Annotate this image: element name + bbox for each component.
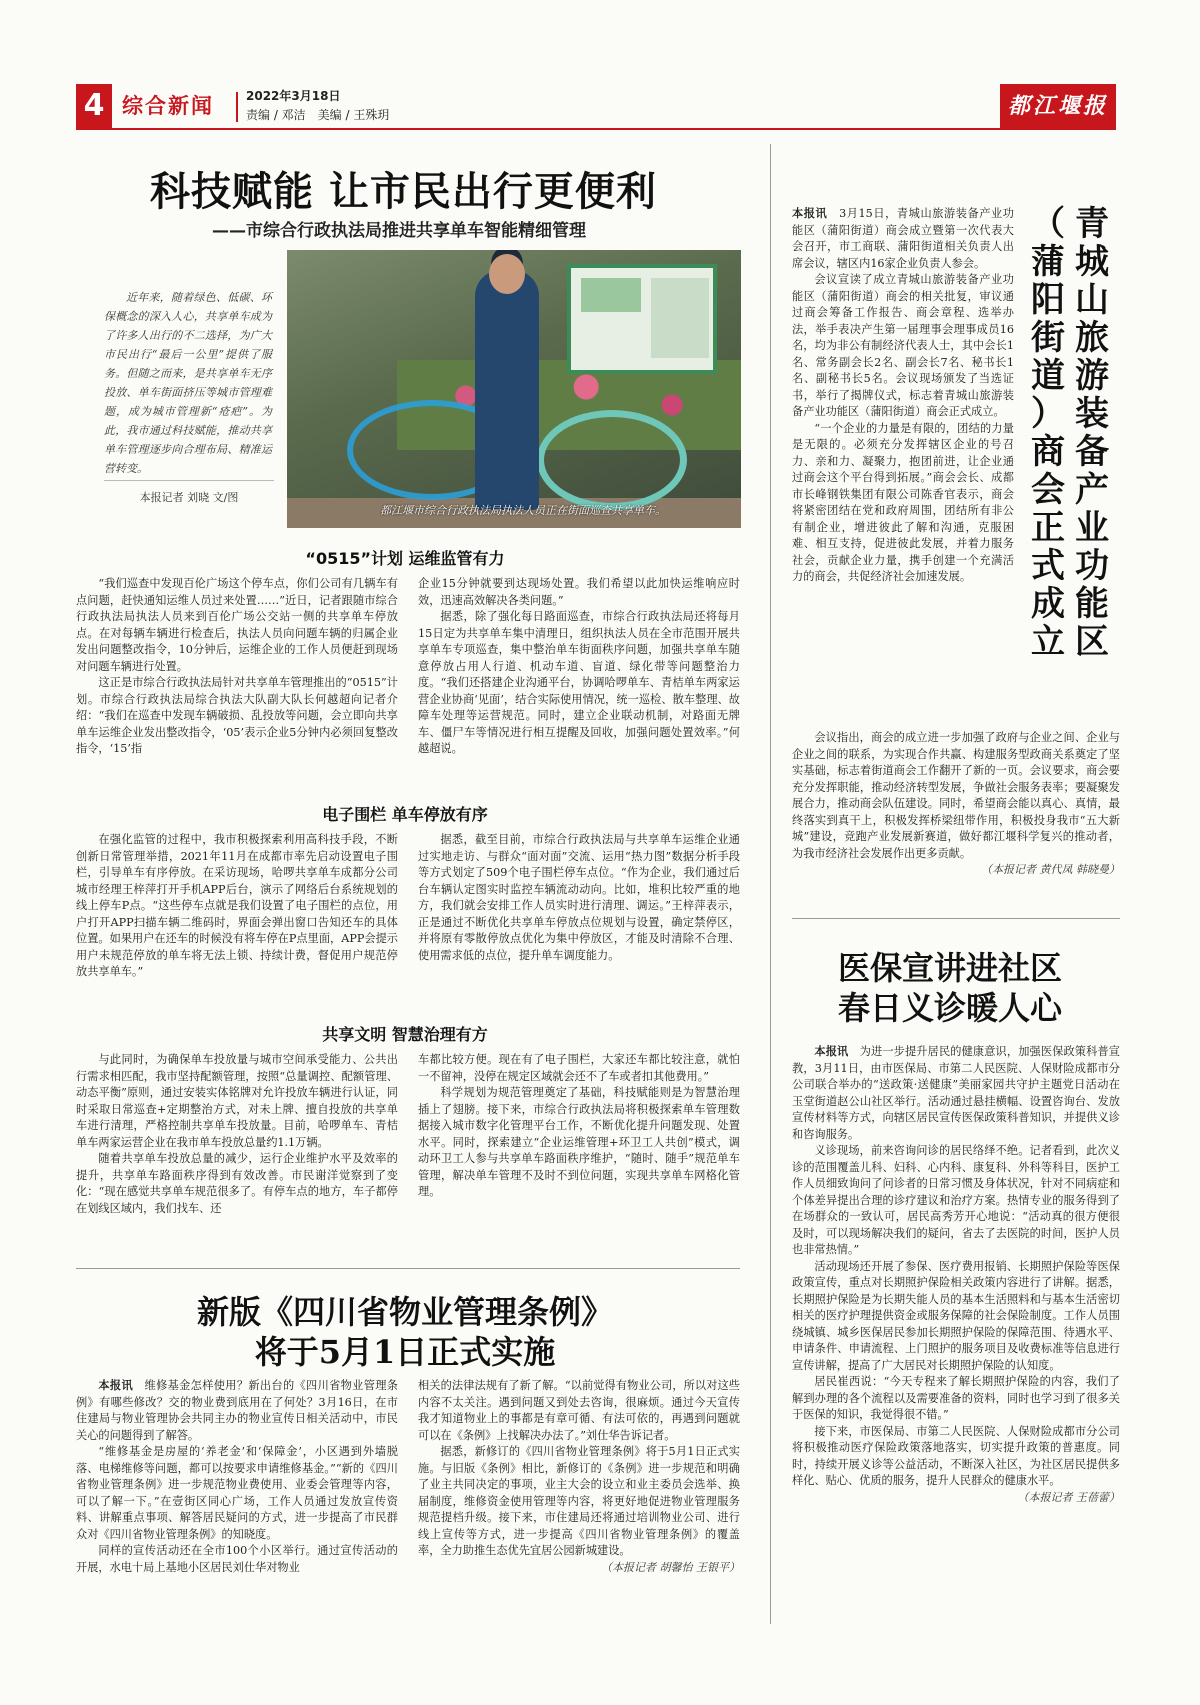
title-line-2: （ 蒲 阳 街 道 ） 商 会 正 式 成 立 <box>1031 204 1065 662</box>
section-2-col-1: 在强化监管的过程中，我市积极探索利用高科技手段，不断创新日常管理举措，2021年11月在成都市率先启动设置电子围栏，引导单车有序停放。在采访现场，哈啰共享单车成都分公司城市经理王梓萍打开手机APP后台，演示了网络后台系统规划的线上停车P点。“这些停车点就是我们设置了电子围栏的点位，用户打开APP扫描车辆二维码时，界面会弹出窗口告知还车的具体位置。如果用户在还车的时候没有将车停在P点里面，APP会提示用户未规范停放的单车将无法上锁、持续计费，督促用户规范停放共享单车。” <box>76 833 398 978</box>
title-line-1: 青 城 山 旅 游 装 备 产 业 功 能 区 <box>1075 204 1109 662</box>
bottom-article-credit: （本报记者 胡馨怡 王银平） <box>601 1560 740 1574</box>
header-divider <box>236 92 238 122</box>
right-top-article-body: 本报讯 3月15日，青城山旅游装备产业功能区（蒲阳街道）商会成立暨第一次代表大会召开，市工商联、蒲阳街道相关负责人出席会议，辖区内16家企业负责人参会。 会议宣读了成立青城山旅游装备产业功能区（蒲阳街道）商会的相关批复，审议通过商会筹备工作报告、商会章程、选举办法，举手表决产生第一届理事会理事成员16名，均为非公有制经济代表人士，其中会长1名、常务副会长2名、副会长7名、秘书长1名、副秘书长5名。会议现场颁发了当选证书，举行了揭牌仪式，标志着青城山旅游装备产业功能区（蒲阳街道）商会正式成立。 “一个企业的力量是有限的，团结的力量是无限的。必须充分发挥辖区企业的号召力、亲和力、凝聚力，抱团前进，让企业通过商会这个平台得到拓展。”商会会长、成都市长峰钢铁集团有限公司陈香官表示，商会将紧密团结在党和政府周围，团结所有非公有制企业，增进彼此了解和沟通，克服困难、相互支持，促进彼此发展，并着力服务社会，贡献企业力量，携手创建一个充满活力的商会，共促经济社会加速发展。 <box>792 207 1014 583</box>
masthead <box>76 84 1116 130</box>
article-divider <box>792 918 1120 919</box>
photo-caption: 都江堰市综合行政执法局执法人员正在街面巡查共享单车。 <box>380 504 666 517</box>
article-divider <box>76 1268 740 1269</box>
section-1-col-2: 企业15分钟就要到达现场处置。我们希望以此加快运维响应时效，迅速高效解决各类问题。” 据悉，除了强化每日路面巡查，市综合行政执法局还将每月15日定为共享单车集中清理日，组织执法人员在全市范围开展共享单车专项巡查，集中整治单车街面秩序问题，加强共享单车随意停放占用人行道、机动车道、盲道、绿化带等问题整治力度。“我们还搭建企业沟通平台，协调哈啰单车、青桔单车两家运营企业协商‘见面’，结合实际使用情况，统一巡检、散车整理、故障车处理等运营规范。同时，建立企业联动机制，对路面无牌车、僵尸车等情况进行相互提醒及回收，加强问题处置效率。”何越超说。 <box>418 577 740 755</box>
newspaper-logo: 都江堰报 <box>1000 84 1116 128</box>
right-top-article-title <box>1068 205 1116 661</box>
right-mid-article-title: 医保宣讲进社区 春日义诊暖人心 <box>837 949 1062 1027</box>
section-heading: “0515”计划 运维监管有力 <box>305 549 505 568</box>
main-article-intro: 近年来，随着绿色、低碳、环保概念的深入人心，共享单车成为了许多人出行的不二选择，为广大市民出行“最后一公里”提供了服务。但随之而来，是共享单车无序投放、单车街面挤压等城市管理难题，成为城市管理新“疮疤”。为此，我市通过科技赋能，推动共享单车管理逐步向合理布局、精准运营转变。 <box>104 291 272 475</box>
main-article-title: 科技赋能 让市民出行更便利 <box>150 168 657 215</box>
right-mid-article-credit: （本报记者 王蓓蕾） <box>1017 1490 1120 1504</box>
bottom-article-col-2: 相关的法律法规有了新了解。“以前觉得有物业公司，所以对这些内容不太关注。遇到问题又到处去咨询，很麻烦。通过今天宣传我才知道物业上的事都是有章可循、有法可依的，再遇到问题就可以在《条例》上找解决办法了。”刘仕华告诉记者。 据悉，新修订的《四川省物业管理条例》将于5月1日正式实施。与旧版《条例》相比，新修订的《条例》进一步规范和明确了业主共同决定的事项，业主大会的设立和业主委员会选举、换届制度，维修资金使用管理等内容，将更好地促进物业管理服务规范提档升级。接下来，市住建局还将通过培训物业公司、进行线上宣传等方式，进一步提高《四川省物业管理条例》的覆盖率，全力助推生态优先宜居公园新城建设。 （本报记者 胡馨怡 王银平） <box>418 1378 740 1576</box>
right-top-article-title-2 <box>1024 205 1072 661</box>
main-article-photo <box>287 250 741 528</box>
section-heading: 电子围栏 单车停放有序 <box>322 805 488 824</box>
right-top-article-body-2: 会议指出，商会的成立进一步加强了政府与企业之间、企业与企业之间的联系，为实现合作共赢、构建服务型政商关系奠定了坚实基础，标志着街道商会工作翻开了新的一页。会议要求，商会要充分发挥职能，推动经济转型发展，争做社会服务表率；要凝聚发展合力，推动商会队伍建设。同时，希望商会能以真心、真情，最终落实到真干上，积极发挥桥梁纽带作用，积极投身我市“五大新城”建设，竞跑产业发展新赛道，做好都江堰科学复兴的推动者，为我市经济社会发展作出更多贡献。 （本报记者 黄代凤 韩晓曼） <box>792 730 1120 879</box>
column-divider <box>770 144 771 1624</box>
section-2-col-2: 据悉，截至目前，市综合行政执法局与共享单车运维企业通过实地走访、与群众“面对面”交流、运用“热力图”数据分析手段等方式划定了509个电子围栏停车点位。“作为企业，我们通过后台车辆认定图实时监控车辆流动动向。比如，堆积比较严重的地方，我们就会安排工作人员实时进行清理、调运。”王梓萍表示，正是通过不断优化共享单车停放点位规划与设置，确定禁停区，并将原有零散停放点优化为集中停放区，才能及时清除不合理、使用需求低的点位，提升单车调度能力。 <box>418 833 740 962</box>
main-article-byline: 本报记者 刘晓 文/图 <box>104 480 274 512</box>
main-article-subtitle: ——市综合行政执法局推进共享单车智能精细管理 <box>212 221 586 241</box>
editors-credit: 责编 / 邓洁 美编 / 王殊玥 <box>246 108 390 122</box>
section-3-col-2: 车都比较方便。现在有了电子围栏，大家还车都比较注意，就怕一不留神，没停在规定区域就会还不了车或者扣其他费用。” 科学规划为规范管理奠定了基础，科技赋能则是为智慧治理插上了翅膀。接下来，市综合行政执法局将积极探索单车管理数据接入城市数字化管理平台工作，不断优化提升问题发现、处置水平。同时，探索建立“企业运维管理+环卫工人共创”模式，调动环卫工人参与共享单车路面秩序维护，“随时、随手”规范单车管理，解决单车管理不及时不到位问题，实现共享单车网格化管理。 <box>418 1053 740 1198</box>
right-top-article-credit: （本报记者 黄代凤 韩晓曼） <box>981 863 1120 876</box>
issue-date: 2022年3月18日 <box>246 89 341 103</box>
bottom-article-title: 新版《四川省物业管理条例》 将于5月1日正式实施 <box>196 1293 613 1371</box>
section-1-col-1: “我们巡查中发现百伦广场这个停车点，你们公司有几辆车有点问题，赶快通知运维人员过来处置……”近日，记者跟随市综合行政执法局执法人员来到百伦广场公交站一侧的共享单车停放点。在对每辆车辆进行检查后，执法人员向问题车辆的归属企业发出问题整改指令，10分钟后，运维企业的工作人员便赶到现场对问题车辆进行处置。 这正是市综合行政执法局针对共享单车管理推出的“0515”计划。市综合行政执法局综合执法大队副大队长何越超向记者介绍：“我们在巡查中发现车辆破损、乱投放等问题，会立即向共享单车运维企业发出整改指令，‘05’表示企业5分钟内必须回复整改指令，‘15’指 <box>76 577 398 755</box>
bottom-article-col-1: 本报讯 维修基金怎样使用？新出台的《四川省物业管理条例》有哪些修改？交的物业费到底用在了何处？3月16日，在市住建局与物业管理协会共同主办的物业宣传日相关活动中，市民关心的问题得到了解答。 “维修基金是房屋的‘养老金’和‘保障金’，小区遇到外墙脱落、电梯维修等问题，都可以按要求申请维修基金。”“新的《四川省物业管理条例》进一步规范物业费使用、业委会管理等内容，可以了解一下。”在壹街区同心广场，工作人员通过发放宣传资料、讲解重点事项、解答居民疑问的方式，进一步提高了市民群众对《四川省物业管理条例》的知晓度。 同样的宣传活动还在全市100个小区举行。通过宣传活动的开展，水电十局上基地小区居民刘仕华对物业 <box>76 1379 398 1574</box>
section-name: 综合新闻 <box>122 94 214 118</box>
page-number: 4 <box>76 84 112 128</box>
section-3-col-1: 与此同时，为确保单车投放量与城市空间承受能力、公共出行需求相匹配，我市坚持配额管理，按照“总量调控、配额管理、动态平衡”原则，通过安装实体铭牌对允许投放车辆进行认证，同时采取日常巡查+定期整治方式，对未上牌、擅自投放的共享单车进行清理，严格控制共享单车投放量。目前，哈啰单车、青桔单车两家运营企业在我市单车投放总量约1.1万辆。 随着共享单车投放总量的减少，运行企业维护水平及效率的提升，共享单车路面秩序得到有效改善。市民谢洋觉察到了变化：“现在感觉共享单车规范很多了。有停车点的地方，车子都停在划线区域内，我们找车、还 <box>76 1053 398 1215</box>
right-mid-article-body: 本报讯 为进一步提升居民的健康意识，加强医保政策科普宣教，3月11日，由市医保局、市第二人民医院、人保财险成都市分公司联合举办的“送政策·送健康”美丽家园共守护主题党日活动在玉堂街道赵公山社区举行。活动通过悬挂横幅、设置咨询台、发放宣传材料等方式，向辖区居民宣传医保政策科普知识，并提供义诊和咨询服务。 义诊现场，前来咨询问诊的居民络绎不绝。记者看到，此次义诊的范围覆盖儿科、妇科、心内科、康复科、外科等科目，医护工作人员细致询问了问诊者的日常习惯及身体状况，针对不同病症和个体差异提出合理的诊疗建议和治疗方案。热情专业的服务得到了在场群众的一致认可，居民高秀芳开心地说：“活动真的很方便很及时，可以现场解决我们的疑问，省去了去医院的时间，医护人员也非常热情。” 活动现场还开展了参保、医疗费用报销、长期照护保险等医保政策宣传，重点对长期照护保险相关政策内容进行了讲解。据悉，长期照护保险是为长期失能人员的基本生活照料和与基本生活密切相关的医疗护理提供资金或服务保障的社会保险制度。工作人员围绕城镇、城乡医保居民参加长期照护保险的保障范围、待遇水平、申请条件、申请流程、上门照护的服务项目及收费标准等信息进行宣传讲解，提高了广大居民对长期照护保险的认知度。 居民崔西说：“今天专程来了解长期照护保险的内容，我们了解到办理的各个流程以及需要准备的资料，同时也学习到了很多关于医保的知识，我觉得很不错。” 接下来，市医保局、市第二人民医院、人保财险成都市分公司将积极推动医疗保险政策落地落实，切实提升政策的普惠度。同时，持续开展义诊等公益活动，不断深入社区，为社区居民提供多样化、贴心、优质的服务，提升人民群众的健康水平。 （本报记者 王蓓蕾） <box>792 1044 1120 1506</box>
section-heading: 共享文明 智慧治理有方 <box>322 1025 488 1044</box>
